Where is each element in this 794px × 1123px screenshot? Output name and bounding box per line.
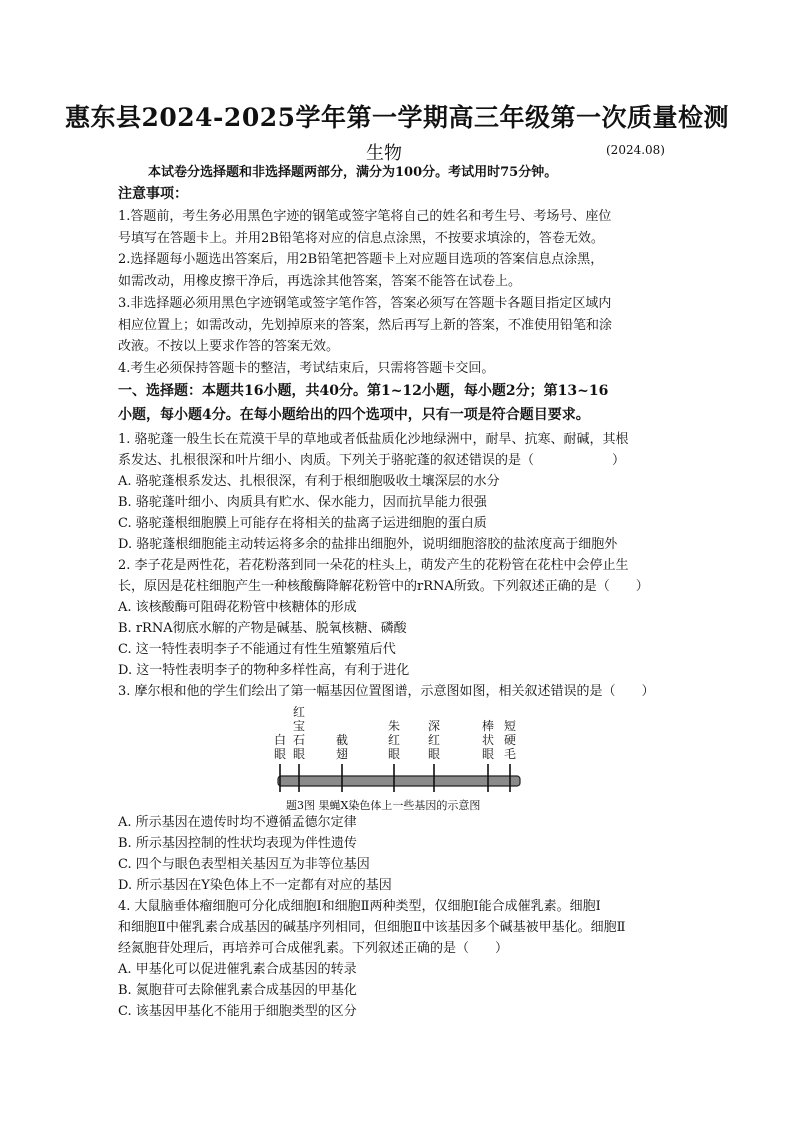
question-3-option-d: D. 所示基因在Y染色体上不一定都有对应的基因 [118, 878, 392, 893]
gene-label: 短硬毛 [503, 719, 517, 761]
question-3-stem: 3. 摩尔根和他的学生们绘出了第一幅基因位置图谱，示意图如图，相关叙述错误的是（ ） [118, 684, 655, 699]
note-line: 1.答题前，考生务必用黑色字迹的钢笔或签字笔将自己的姓名和考生号、考场号、座位 [118, 209, 612, 224]
question-2-option-a: A. 该核酸酶可阻碍花粉管中核糖体的形成 [118, 600, 357, 615]
question-3-option-c: C. 四个与眼色表型相关基因互为非等位基因 [118, 857, 370, 872]
section-heading: 一、选择题：本题共16小题，共40分。第1~12小题，每小题2分；第13~16 [118, 383, 609, 399]
note-line: 3.非选择题必须用黑色字迹钢笔或签字笔作答，答案必须写在答题卡各题目指定区域内 [118, 296, 612, 311]
question-1-option-c: C. 骆驼蓬根细胞膜上可能存在将相关的盐离子运进细胞的蛋白质 [118, 516, 487, 531]
question-2-option-c: C. 这一特性表明李子不能通过有性生殖繁殖后代 [118, 642, 396, 657]
question-1-option-d: D. 骆驼蓬根细胞能主动转运将多余的盐排出细胞外，说明细胞溶胶的盐浓度高于细胞外 [118, 537, 618, 552]
question-2-stem: 2. 李子花是两性花，若花粉落到同一朵花的柱头上，萌发产生的花粉管在花柱中会停止生 [118, 558, 629, 573]
question-4-stem: 和细胞Ⅱ中催乳素合成基因的碱基序列相同，但细胞Ⅱ中该基因多个碱基被甲基化。细胞Ⅱ [118, 920, 626, 935]
gene-label: 红宝石眼 [292, 705, 306, 761]
note-line: 4.考生必须保持答题卡的整洁，考试结束后，只需将答题卡交回。 [118, 361, 495, 376]
gene-label: 朱红眼 [387, 719, 401, 761]
question-1-option-b: B. 骆驼蓬叶细小、肉质具有贮水、保水能力，因而抗旱能力很强 [118, 495, 487, 510]
note-line: 改液。不按以上要求作答的答案无效。 [118, 339, 340, 354]
subject-title: 生物 [366, 143, 402, 164]
question-4-stem: 4. 大鼠脑垂体瘤细胞可分化成细胞Ⅰ和细胞Ⅱ两种类型，仅细胞Ⅰ能合成催乳素。细胞Ⅰ [118, 899, 601, 914]
question-1-stem: 1. 骆驼蓬一般生长在荒漠干旱的草地或者低盐质化沙地绿洲中，耐旱、抗寒、耐碱，其根 [118, 432, 629, 447]
question-3-option-b: B. 所示基因控制的性状均表现为伴性遗传 [118, 836, 357, 851]
question-4-option-c: C. 该基因甲基化不能用于细胞类型的区分 [118, 1004, 357, 1019]
gene-label: 白眼 [273, 733, 287, 761]
chromosome-bar [278, 776, 520, 786]
gene-label: 深红眼 [427, 719, 441, 761]
question-4-option-a: A. 甲基化可以促进催乳素合成基因的转录 [118, 962, 357, 977]
question-3-option-a: A. 所示基因在遗传时均不遵循孟德尔定律 [118, 815, 357, 830]
note-line: 2.选择题每小题选出答案后，用2B铅笔把答题卡上对应题目选项的答案信息点涂黑， [118, 252, 604, 267]
question-2-option-d: D. 这一特性表明李子的物种多样性高，有利于进化 [118, 663, 410, 678]
gene-label: 棒状眼 [481, 719, 495, 761]
question-2-stem: 长，原因是花柱细胞产生一种核酸酶降解花粉管中的rRNA所致。下列叙述正确的是（ ） [118, 579, 649, 594]
note-line: 号填写在答题卡上。并用2B铅笔将对应的信息点涂黑，不按要求填涂的，答卷无效。 [118, 231, 604, 246]
notes-heading: 注意事项： [118, 186, 188, 202]
question-2-option-b: B. rRNA彻底水解的产物是碱基、脱氧核糖、磷酸 [118, 621, 407, 636]
note-line: 相应位置上；如需改动，先划掉原来的答案，然后再写上新的答案，不准使用铅笔和涂 [118, 318, 613, 333]
question-4-option-b: B. 氮胞苷可去除催乳素合成基因的甲基化 [118, 983, 357, 998]
figure-caption: 题3图 果蝇X染色体上一些基因的示意图 [286, 799, 481, 812]
note-line: 如需改动，用橡皮擦干净后，再选涂其他答案，答案不能答在试卷上。 [118, 274, 522, 289]
exam-title: 惠东县2024-2025学年第一学期高三年级第一次质量检测 [64, 103, 730, 132]
gene-label: 截翅 [335, 733, 349, 761]
exam-date: (2024.08) [606, 143, 665, 157]
exam-intro: 本试卷分选择题和非选择题两部分，满分为100分。考试用时75分钟。 [148, 165, 558, 180]
question-4-stem: 经氮胞苷处理后，再培养可合成催乳素。下列叙述正确的是（ ） [118, 941, 509, 956]
question-1-stem: 系发达、扎根很深和叶片细小、肉质。下列关于骆驼蓬的叙述错误的是（ ） [118, 453, 626, 468]
question-1-option-a: A. 骆驼蓬根系发达、扎根很深，有利于根细胞吸收土壤深层的水分 [118, 474, 500, 489]
section-heading: 小题，每小题4分。在每小题给出的四个选项中，只有一项是符合题目要求。 [118, 407, 590, 423]
